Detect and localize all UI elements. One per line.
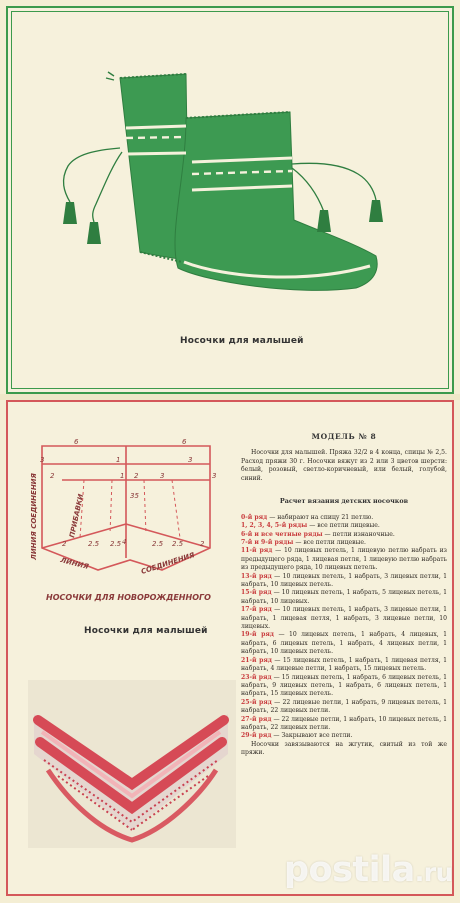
row-instruction: 0-й ряд — набирают на спицу 21 петлю.	[241, 513, 374, 521]
row-instruction: 23-й ряд — 15 лицевых петель, 1 набрать, 6 лицевых петель, 1 набрать, 9 лицевых петель, 1 набрать, 6 лицевых петель, 1 набрать, 15 лицевых петель.	[241, 673, 448, 698]
diagram-number: 1	[120, 472, 125, 480]
row-instruction: 25-й ряд — 22 лицевые петли, 1 набрать, 9 лицевых петель, 1 набрать, 22 лицевых петли.	[241, 698, 447, 715]
diagram-number: 3	[212, 472, 217, 480]
diagram-number: 2	[62, 540, 67, 548]
row-instruction: 6-й и все четные ряды — петли изнаночные.	[241, 530, 395, 538]
diagram-number: 2.5	[172, 540, 184, 548]
model-title: МОДЕЛЬ № 8	[311, 432, 377, 441]
diagram-bottom-right-label: СОЕДИНЕНИЯ	[140, 551, 196, 576]
diagram-number: 2	[200, 540, 205, 548]
diagram-number: 2.5	[110, 540, 122, 548]
diagram-number: 1	[116, 456, 121, 464]
row-instruction: 13-й ряд — 10 лицевых петель, 1 набрать, 3 лицевых петли, 1 набрать, 10 лицевых петель.	[241, 572, 447, 589]
watermark-suffix: .ru	[414, 858, 453, 887]
model-description: Носочки для малышей. Пряжа 32/2 в 4 конца, спицы № 2,5. Расход пряжи 30 г. Носочки вяжут из 2 или 3 цветов шерсти: белый, розовый, светло-коричневый, или белый, голубой, синий.	[241, 449, 447, 482]
row-instruction: 19-й ряд — 10 лицевых петель, 1 набрать, 4 лицевых, 1 набрать, 6 лицевых петель, 1 набрать, 4 лицевых петли, 1 набрать, 10 лицевых петель.	[241, 631, 448, 656]
diagram-number: 3	[160, 472, 165, 480]
row-instruction: 21-й ряд — 15 лицевых петель, 1 набрать, 1 лицевая петля, 1 набрать, 4 лицевые петли, 1 набрать, 15 лицевых петель.	[241, 656, 447, 673]
knitting-schema-diagram	[22, 428, 232, 608]
watermark	[284, 850, 453, 890]
row-instruction: 17-й ряд — 10 лицевых петель, 1 набрать, 3 лицевые петли, 1 набрать, 1 лицевая петля, 1 набрать, 3 лицевые петли, 10 лицевых.	[241, 606, 447, 631]
watermark-main: postila	[284, 850, 415, 890]
row-instruction: 1, 2, 3, 4, 5-й ряды — все петли лицевые.	[241, 522, 380, 530]
diagram-number: 3	[188, 456, 193, 464]
row-instruction: 7-й и 9-й ряды — все петли лицевые.	[241, 539, 366, 547]
knitted-sock-photo	[28, 680, 236, 848]
diagram-number: 2	[134, 472, 139, 480]
diagram-caption: НОСОЧКИ ДЛЯ НОВОРОЖДЕННОГО	[46, 593, 211, 602]
diagram-number: 4	[122, 538, 127, 546]
diagram-number: 2.5	[152, 540, 164, 548]
row-instruction: 11-й ряд — 10 лицевых петель, 1 лицевую петлю набрать из предыдущего ряда, 1 лицевая петля, 1 лицевую петлю набрать из предыдущего ряда, 10 лицевых петель.	[241, 547, 447, 572]
final-note: Носочки завязываются на жгутик, свитый из той же пряжи.	[241, 740, 447, 757]
diagram-bottom-left-label: ЛИНИЯ	[59, 556, 90, 571]
row-instruction: 15-й ряд — 10 лицевых петель, 1 набрать, 5 лицевых петель, 1 набрать, 10 лицевых.	[241, 589, 448, 605]
diagram-number: 6	[182, 438, 187, 446]
diagram-number: 35	[130, 492, 139, 500]
instructions-column	[241, 432, 447, 758]
calculation-title: Расчет вязания детских носочков	[279, 496, 409, 505]
row-instruction: 27-й ряд — 22 лицевые петли, 1 набрать, 10 лицевых петель, 1 набрать, 22 лицевых петли.	[241, 715, 447, 731]
top-caption: Носочки для малышей	[180, 336, 304, 346]
diagram-number: 6	[74, 438, 79, 446]
diagram-number: 2.5	[88, 540, 100, 548]
diagram-number: 2	[50, 472, 55, 480]
diagram-number: 3	[40, 456, 45, 464]
bottom-caption: Носочки для малышей	[84, 626, 208, 636]
row-instruction: 29-й ряд — Закрывают все петли.	[241, 732, 353, 740]
diagram-increase-label: ПРИБАВКИ	[68, 493, 86, 539]
green-booties-illustration	[56, 56, 416, 326]
diagram-side-label: ЛИНИЯ СОЕДИНЕНИЯ	[30, 473, 38, 560]
